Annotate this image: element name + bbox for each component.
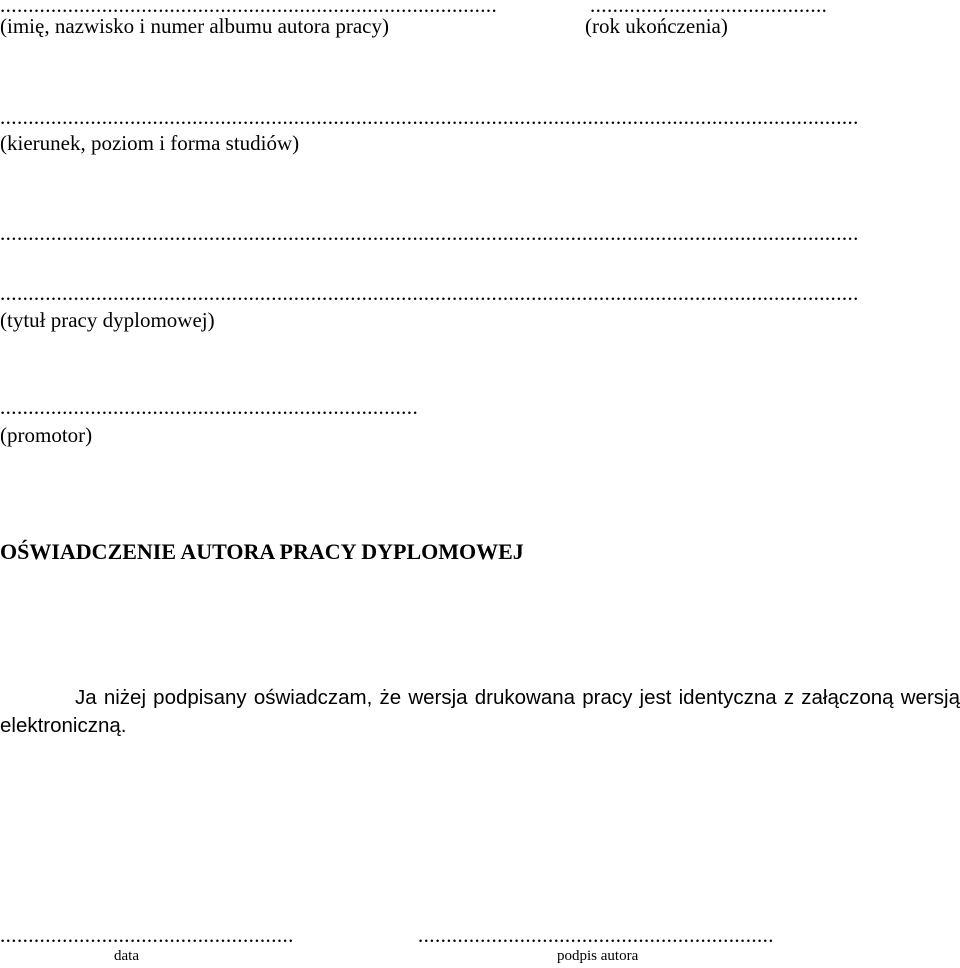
date-label: data (114, 948, 139, 964)
author-dotted-line[interactable]: ........................................................................................ (0, 0, 498, 17)
year-dotted-line[interactable]: .......................................... (590, 0, 828, 17)
year-label: (rok ukończenia) (585, 14, 728, 38)
signature-dotted-line[interactable]: ............................................................... (418, 923, 774, 947)
date-dotted-line[interactable]: .................................................... (0, 923, 294, 947)
signature-label: podpis autora (557, 948, 639, 964)
declaration-text: Ja niżej podpisany oświadczam, że wersja drukowana pracy jest identyczna z załączoną wersją elektroniczną. (0, 686, 960, 737)
author-label: (imię, nazwisko i numer albumu autora pracy) (0, 14, 389, 38)
study-dotted-line[interactable]: ........................................................................................................................................................ (0, 105, 859, 129)
thesis-title-label: (tytuł pracy dyplomowej) (0, 308, 215, 332)
declaration-title: OŚWIADCZENIE AUTORA PRACY DYPLOMOWEJ (0, 539, 524, 564)
supervisor-dotted-line[interactable]: .......................................................................... (0, 395, 419, 419)
study-label: (kierunek, poziom i forma studiów) (0, 131, 300, 155)
thesis-title-dotted-line-1[interactable]: ........................................................................................................................................................ (0, 221, 859, 245)
supervisor-label: (promotor) (0, 423, 93, 447)
thesis-title-dotted-line-2[interactable]: ........................................................................................................................................................ (0, 281, 859, 305)
